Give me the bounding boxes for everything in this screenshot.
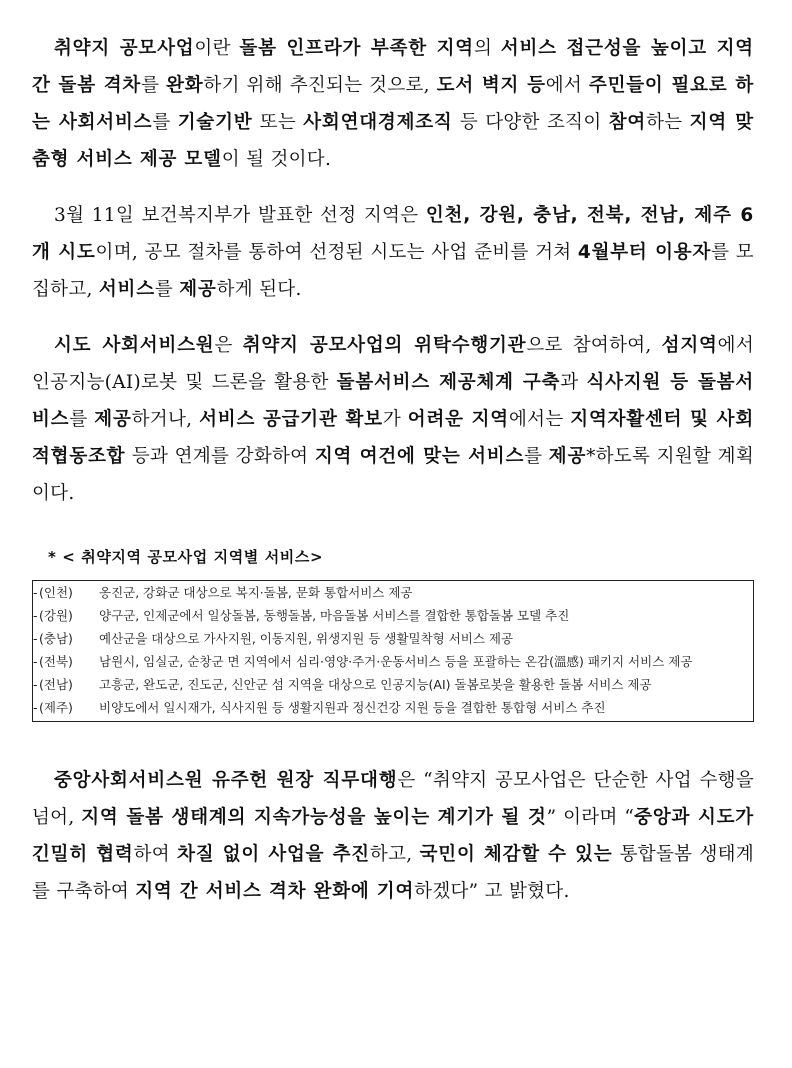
body-text: 이며, 공모 절차를 통하여 선정된 시도는 사업 준비를 거쳐 (95, 242, 578, 263)
body-text: 또는 (252, 112, 304, 133)
body-text: 이란 (194, 38, 240, 59)
body-text: 를 (524, 446, 549, 467)
emphasis-text: 돌봄서비스 제공체계 구축 (336, 372, 561, 393)
emphasis-text: 시도 사회서비스원 (54, 335, 215, 356)
body-text: 를 (141, 75, 167, 96)
bullet-dash: - (33, 631, 38, 646)
emphasis-text: 차질 없이 사업을 추진 (177, 844, 370, 865)
emphasis-text: 제공 (179, 279, 217, 300)
region-label: (충남) (39, 631, 73, 646)
bullet-dash: - (33, 585, 38, 600)
paragraph-selected-regions (32, 197, 754, 308)
region-label: (강원) (39, 608, 73, 623)
region-label: (전남) (39, 677, 73, 692)
emphasis-text: 서비스 접근성을 높이고 지역 간 돌봄 격차 (32, 38, 754, 96)
bullet-dash: - (33, 677, 38, 692)
paragraph-project-definition (32, 30, 754, 178)
bullet-dash: - (33, 608, 38, 623)
body-text: 에서 (545, 75, 589, 96)
region-label: (전북) (39, 654, 73, 669)
emphasis-text: 서비스 (98, 279, 155, 300)
body-text: 으로 참여하여, (526, 335, 662, 356)
regional-service-item (33, 627, 749, 650)
body-text: 를 (152, 112, 178, 133)
body-text: 의 (473, 38, 501, 59)
region-service-description: 남원시, 임실군, 순창군 면 지역에서 심리·영양·주거·운동서비스 등을 포괄하는 온감(溫感) 패키지 서비스 제공 (99, 654, 693, 669)
body-text: 통합돌봄 생태계를 구축하여 (32, 844, 754, 902)
regional-service-item (33, 696, 749, 719)
bullet-dash: - (33, 654, 38, 669)
emphasis-text: 지역자활센터 및 사회적협동조합 (32, 409, 754, 467)
emphasis-text: 사회연대경제조직 (303, 112, 453, 133)
emphasis-text: 도서 벽지 등 (436, 75, 546, 96)
body-text: 를 모집하고, (32, 242, 754, 300)
paragraph-director-quote (32, 762, 754, 910)
body-text: 에서는 (508, 409, 571, 430)
body-text: 등과 연계를 강화하여 (125, 446, 315, 467)
regional-service-item (33, 673, 749, 696)
emphasis-text: 지역 간 서비스 격차 완화에 기여 (135, 881, 415, 902)
body-text: 를 (154, 279, 180, 300)
body-text: 에서 인공지능(AI)로봇 및 드론을 활용한 (32, 335, 755, 393)
paragraph-social-service-institutes (32, 327, 754, 512)
emphasis-text: 주민들이 필요로 하는 사회서비스 (32, 75, 754, 133)
body-text: 하게 된다. (216, 279, 302, 300)
regional-service-item (33, 581, 749, 604)
emphasis-text: 지역 돌봄 생태계의 지속가능성을 높이는 계기가 될 것 (81, 807, 547, 828)
emphasis-text: 완화 (166, 75, 204, 96)
emphasis-text: 중앙사회서비스원 유주헌 원장 직무대행 (54, 770, 398, 791)
emphasis-text: 기술기반 (177, 112, 253, 133)
emphasis-text: 제공 (548, 446, 587, 467)
emphasis-text: 국민이 체감할 수 있는 (419, 844, 613, 865)
emphasis-text: 어려운 지역 (407, 409, 509, 430)
region-service-description: 옹진군, 강화군 대상으로 복지·돌봄, 문화 통합서비스 제공 (99, 585, 413, 600)
region-label: (인천) (39, 585, 73, 600)
body-text: 하여 (133, 844, 178, 865)
emphasis-text: 지역 맞춤형 서비스 제공 모델 (32, 112, 754, 170)
emphasis-text: 서비스 공급기관 확보 (199, 409, 383, 430)
regional-service-item (33, 650, 749, 673)
emphasis-text: 4월부터 이용자 (577, 242, 712, 263)
emphasis-text: 제공 (94, 409, 132, 430)
emphasis-text: 취약지 공모사업의 위탁수행기관 (242, 335, 527, 356)
region-label: (제주) (39, 700, 73, 715)
body-text: ” 이라며 “ (546, 807, 635, 828)
emphasis-text: 지역 여건에 맞는 서비스 (314, 446, 525, 467)
emphasis-text: 인천, 강원, 충남, 전북, 전남, 제주 6개 시도 (32, 205, 754, 263)
emphasis-text: 돌봄 인프라가 부족한 지역 (239, 38, 474, 59)
body-text: 등 다양한 조직이 (452, 112, 609, 133)
body-text: 를 (69, 409, 95, 430)
body-text: 하거나, (131, 409, 200, 430)
emphasis-text: 식사지원 등 돌봄서비스 (32, 372, 754, 430)
body-text: 하고, (369, 844, 420, 865)
body-text: *하도록 지원할 계획이다. (32, 446, 755, 504)
emphasis-text: 참여 (608, 112, 647, 133)
body-text: 은 (214, 335, 243, 356)
emphasis-text: 중앙과 시도가 긴밀히 협력 (32, 807, 754, 865)
body-text: 이 될 것이다. (221, 149, 332, 170)
emphasis-text: 섬지역 (661, 335, 718, 356)
document-page (32, 30, 754, 910)
body-text: 하는 (646, 112, 690, 133)
region-service-description: 예산군을 대상으로 가사지원, 이동지원, 위생지원 등 생활밀착형 서비스 제공 (99, 631, 514, 646)
body-text: 과 (560, 372, 587, 393)
body-text: 가 (382, 409, 408, 430)
regional-services-box (32, 580, 754, 722)
region-service-description: 비양도에서 일시재가, 식사지원 등 생활지원과 정신건강 지원 등을 결합한 통합형 서비스 추진 (99, 700, 606, 715)
body-text: 하기 위해 추진되는 것으로, (203, 75, 437, 96)
body-text: 3월 11일 보건복지부가 발표한 선정 지역은 (54, 205, 426, 226)
bullet-dash: - (33, 700, 38, 715)
body-text: 하겠다” 고 밝혔다. (414, 881, 570, 902)
regional-services-heading: * < 취약지역 공모사업 지역별 서비스> (48, 548, 324, 566)
body-text: 은 “취약지 공모사업은 단순한 사업 수행을 넘어, (32, 770, 754, 828)
region-service-description: 고흥군, 완도군, 진도군, 신안군 섬 지역을 대상으로 인공지능(AI) 돌봄로봇을 활용한 돌봄 서비스 제공 (99, 677, 652, 692)
region-service-description: 양구군, 인제군에서 일상돌봄, 동행돌봄, 마음돌봄 서비스를 결합한 통합돌봄 모델 추진 (99, 608, 570, 623)
regional-service-item (33, 604, 749, 627)
emphasis-text: 취약지 공모사업 (54, 38, 195, 59)
